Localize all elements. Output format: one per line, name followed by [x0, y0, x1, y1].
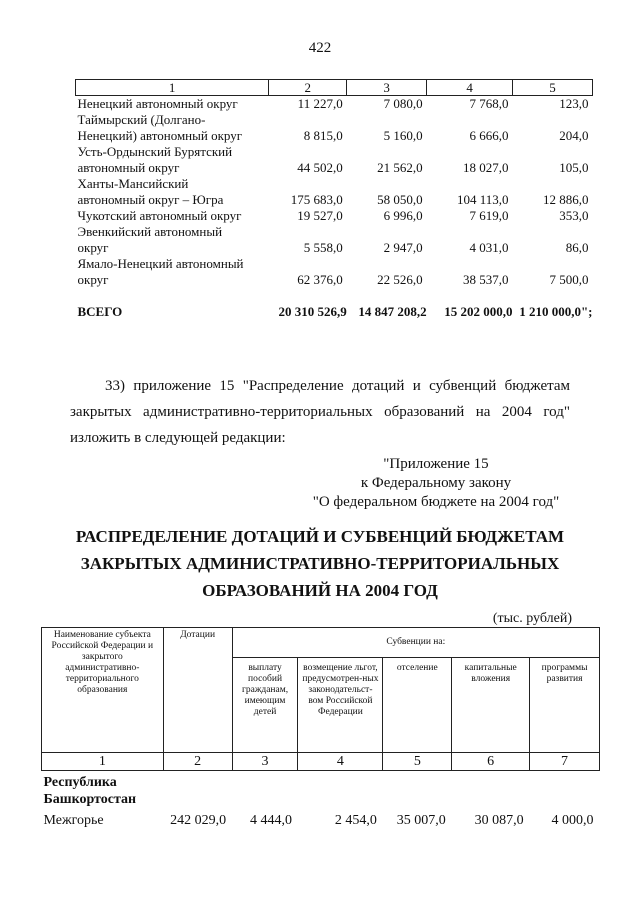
table-row: [76, 144, 593, 176]
value-cell: 2 454,0: [334, 813, 377, 828]
value-cell: 62 376,0: [297, 272, 343, 287]
region-heading-line: Республика: [43, 775, 117, 790]
header-cell: 4: [427, 80, 513, 96]
title-line: ОБРАЗОВАНИЙ НА 2004 ГОД: [202, 581, 438, 600]
region-name-line: Эвенкийский автономный: [77, 224, 223, 239]
total-label: ВСЕГО: [77, 304, 123, 319]
amendment-paragraph: [70, 373, 570, 451]
value-cell: 242 029,0: [170, 813, 227, 828]
region-heading: [42, 771, 600, 811]
index-cell: 6: [452, 753, 530, 771]
subheader-cell: отселение: [383, 658, 452, 753]
value-cell: 204,0: [559, 128, 589, 143]
appendix-reference: [300, 455, 572, 512]
subheader-cell: возмещение льгот, предусмотрен-ных законодательст-вом Российской Федерации: [298, 658, 383, 753]
title-line: РАСПРЕДЕЛЕНИЕ ДОТАЦИЙ И СУБВЕНЦИЙ БЮДЖЕТАМ: [75, 527, 565, 546]
table-row: [76, 224, 593, 256]
value-cell: 30 087,0: [474, 813, 524, 828]
value-cell: 175 683,0: [290, 192, 343, 207]
header-cell: 3: [347, 80, 427, 96]
total-value: 20 310 526,9: [278, 304, 347, 319]
value-cell: 2 947,0: [383, 240, 423, 255]
index-cell: 1: [42, 753, 164, 771]
region-name: [76, 176, 269, 208]
index-cell: 5: [383, 753, 452, 771]
subheader-cell: выплату пособий гражданам, имеющим детей: [232, 658, 298, 753]
header-cell: 2: [269, 80, 347, 96]
region-name: [76, 256, 269, 288]
value-cell: 353,0: [559, 208, 589, 223]
subheader-cell: капитальные вложения: [452, 658, 530, 753]
value-cell: 35 007,0: [396, 813, 446, 828]
col-header-dotacii: Дотации: [163, 628, 232, 753]
units-label: (тыс. рублей): [492, 611, 572, 626]
top-continuation-table: [75, 79, 593, 320]
value-cell: 4 444,0: [249, 813, 292, 828]
total-row: [76, 288, 593, 320]
region-name: [76, 112, 269, 144]
region-name-line: Таймырский (Долгано-: [77, 112, 206, 127]
header-cell: 1: [76, 80, 269, 96]
value-cell: 11 227,0: [297, 96, 343, 111]
value-cell: 4 000,0: [551, 813, 594, 828]
value-cell: 44 502,0: [297, 160, 343, 175]
header-row: [42, 628, 600, 658]
total-value: 15 202 000,0: [444, 304, 513, 319]
table-row: [76, 176, 593, 208]
col-header-name: Наименование субъекта Российской Федерации и закрытого административно-территориального образования: [42, 628, 164, 753]
value-cell: 18 027,0: [463, 160, 509, 175]
subheader-cell: программы развития: [530, 658, 600, 753]
index-cell: 2: [163, 753, 232, 771]
table-row: [76, 112, 593, 144]
value-cell: 8 815,0: [303, 128, 343, 143]
page-number: 422: [308, 40, 332, 56]
value-cell: 7 080,0: [383, 96, 423, 111]
paragraph-line: 33) приложение 15 "Распределение дотаций и субвенций бюджетам: [105, 378, 570, 394]
paragraph-line: закрытых административно-территориальных образований на 2004 год": [70, 404, 570, 420]
paragraph-line: изложить в следующей редакции:: [70, 430, 286, 446]
value-cell: 123,0: [559, 96, 589, 111]
value-cell: 104 113,0: [456, 192, 509, 207]
index-cell: 7: [530, 753, 600, 771]
appendix-line: к Федеральному закону: [360, 475, 512, 491]
appendix-line: "Приложение 15: [383, 456, 489, 472]
region-name-line: автономный округ – Югра: [77, 192, 224, 207]
value-cell: 5 160,0: [383, 128, 423, 143]
region-name: [76, 144, 269, 176]
region-name-line: округ: [77, 272, 109, 287]
value-cell: 6 666,0: [469, 128, 509, 143]
value-cell: 19 527,0: [297, 208, 343, 223]
region-name-line: автономный округ: [77, 160, 180, 175]
value-cell: 58 050,0: [377, 192, 423, 207]
distribution-table: [41, 627, 600, 831]
col-header-subvencii: Субвенции на:: [232, 628, 599, 658]
value-cell: 7 500,0: [549, 272, 589, 287]
index-cell: 4: [298, 753, 383, 771]
total-value: 14 847 208,2: [358, 304, 427, 319]
region-row: [42, 771, 600, 811]
appendix-line: "О федеральном бюджете на 2004 год": [312, 494, 560, 510]
region-name-line: Усть-Ордынский Бурятский: [77, 144, 233, 159]
index-cell: 3: [232, 753, 298, 771]
top-table-header-row: [76, 80, 593, 96]
value-cell: 7 768,0: [469, 96, 509, 111]
region-name-line: Ханты-Мансийский: [77, 176, 189, 191]
document-title: [0, 523, 640, 604]
value-cell: 105,0: [559, 160, 589, 175]
table-row: [76, 256, 593, 288]
value-cell: 6 996,0: [383, 208, 423, 223]
region-name: [76, 224, 269, 256]
table-row: [76, 208, 593, 224]
region-name: Ненецкий автономный округ: [77, 96, 238, 111]
index-row: [42, 753, 600, 771]
zato-name: Межгорье: [43, 813, 104, 828]
title-line: ЗАКРЫТЫХ АДМИНИСТРАТИВНО-ТЕРРИТОРИАЛЬНЫХ: [80, 554, 560, 573]
value-cell: 5 558,0: [303, 240, 343, 255]
region-heading-line: Башкортостан: [43, 792, 137, 807]
value-cell: 7 619,0: [469, 208, 509, 223]
value-cell: 4 031,0: [469, 240, 509, 255]
value-cell: 21 562,0: [377, 160, 423, 175]
region-name-line: Ямало-Ненецкий автономный: [77, 256, 244, 271]
table-row: [76, 96, 593, 113]
region-name-line: округ: [77, 240, 109, 255]
header-cell: 5: [513, 80, 593, 96]
value-cell: 22 526,0: [377, 272, 423, 287]
value-cell: 12 886,0: [543, 192, 589, 207]
region-name-line: Ненецкий) автономный округ: [77, 128, 243, 143]
value-cell: 38 537,0: [463, 272, 509, 287]
value-cell: 86,0: [565, 240, 589, 255]
total-value: 1 210 000,0";: [519, 304, 593, 319]
region-name: Чукотский автономный округ: [77, 208, 242, 223]
table-row: [42, 810, 600, 831]
